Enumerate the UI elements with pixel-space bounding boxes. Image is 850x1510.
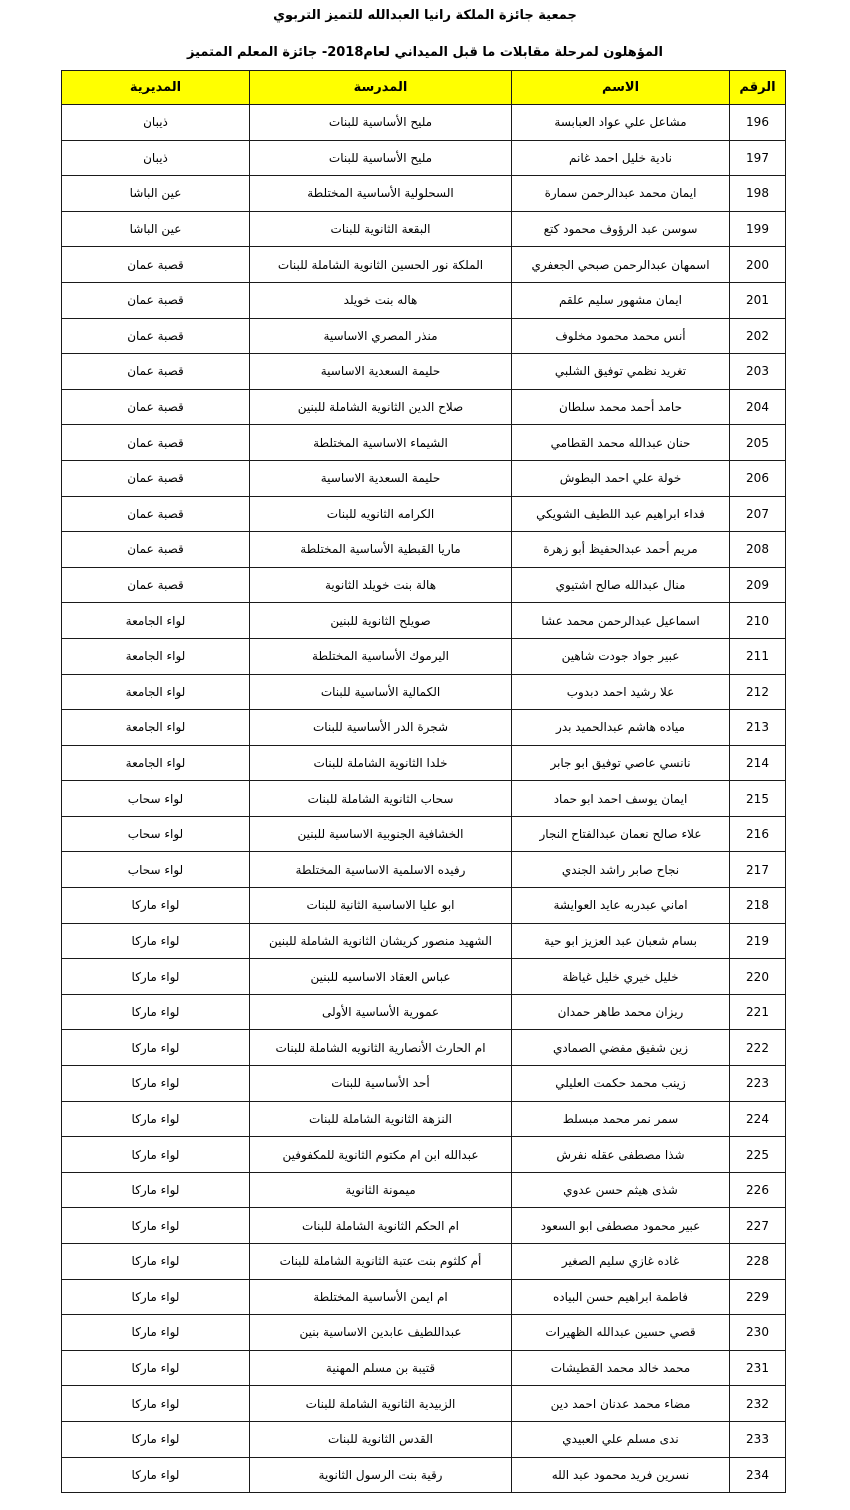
table-row <box>62 389 786 425</box>
table-row <box>62 247 786 283</box>
cell-school: منذر المصري الاساسية <box>250 318 512 354</box>
cell-name: تغريد نظمي توفيق الشلبي <box>512 354 730 390</box>
cell-school: البقعة الثانوية للبنات <box>250 211 512 247</box>
table-row <box>62 603 786 639</box>
cell-directorate: قصبة عمان <box>62 532 250 568</box>
cell-number: 211 <box>730 638 786 674</box>
cell-directorate: لواء سحاب <box>62 816 250 852</box>
cell-number: 200 <box>730 247 786 283</box>
cell-directorate: قصبة عمان <box>62 460 250 496</box>
cell-directorate: لواء الجامعة <box>62 745 250 781</box>
cell-directorate: لواء ماركا <box>62 994 250 1030</box>
cell-school: الملكة نور الحسين الثانوية الشاملة للبنات <box>250 247 512 283</box>
cell-school: سحاب الثانوية الشاملة للبنات <box>250 781 512 817</box>
cell-directorate: قصبة عمان <box>62 425 250 461</box>
cell-directorate: لواء سحاب <box>62 852 250 888</box>
cell-directorate: لواء الجامعة <box>62 710 250 746</box>
cell-number: 208 <box>730 532 786 568</box>
cell-name: اماني عبدربه عايد العوايشة <box>512 888 730 924</box>
cell-school: عبدالله ابن ام مكتوم الثانوية للمكفوفين <box>250 1137 512 1173</box>
cell-name: ريزان محمد طاهر حمدان <box>512 994 730 1030</box>
cell-directorate: عين الباشا <box>62 211 250 247</box>
cell-directorate: قصبة عمان <box>62 318 250 354</box>
cell-number: 227 <box>730 1208 786 1244</box>
cell-directorate: لواء ماركا <box>62 1172 250 1208</box>
cell-directorate: لواء ماركا <box>62 1350 250 1386</box>
cell-directorate: قصبة عمان <box>62 354 250 390</box>
table-row <box>62 781 786 817</box>
cell-name: علاء صالح نعمان عبدالفتاح النجار <box>512 816 730 852</box>
cell-directorate: قصبة عمان <box>62 389 250 425</box>
cell-number: 199 <box>730 211 786 247</box>
cell-name: نانسي عاصي توفيق ابو جابر <box>512 745 730 781</box>
table-header-row <box>62 71 786 105</box>
table-row <box>62 1137 786 1173</box>
cell-school: صويلح الثانوية للبنين <box>250 603 512 639</box>
table-row <box>62 1172 786 1208</box>
table-row <box>62 1386 786 1422</box>
table-row <box>62 496 786 532</box>
cell-directorate: لواء ماركا <box>62 1421 250 1457</box>
cell-directorate: لواء ماركا <box>62 1386 250 1422</box>
cell-name: حامد أحمد محمد سلطان <box>512 389 730 425</box>
cell-school: مليح الأساسية للبنات <box>250 105 512 141</box>
cell-directorate: قصبة عمان <box>62 496 250 532</box>
cell-school: السحلولية الأساسية المختلطة <box>250 176 512 212</box>
cell-directorate: لواء الجامعة <box>62 674 250 710</box>
table-body <box>62 105 786 1493</box>
cell-name: سمر نمر محمد مبسلط <box>512 1101 730 1137</box>
cell-name: ندى مسلم علي العبيدي <box>512 1421 730 1457</box>
column-header-number: الرقم <box>730 71 786 105</box>
table-row <box>62 1315 786 1351</box>
cell-number: 213 <box>730 710 786 746</box>
cell-directorate: لواء ماركا <box>62 1315 250 1351</box>
table-row <box>62 1279 786 1315</box>
cell-school: الشيماء الاساسية المختلطة <box>250 425 512 461</box>
cell-name: فاطمة ابراهيم حسن البياده <box>512 1279 730 1315</box>
cell-name: محمد خالد محمد القطيشات <box>512 1350 730 1386</box>
cell-directorate: لواء ماركا <box>62 1279 250 1315</box>
cell-school: رقية بنت الرسول الثانوية <box>250 1457 512 1493</box>
table-row <box>62 1350 786 1386</box>
cell-number: 197 <box>730 140 786 176</box>
table-row <box>62 532 786 568</box>
cell-number: 217 <box>730 852 786 888</box>
cell-school: رفيده الاسلمية الاساسية المختلطة <box>250 852 512 888</box>
cell-directorate: لواء ماركا <box>62 923 250 959</box>
cell-school: الشهيد منصور كريشان الثانوية الشاملة للبنين <box>250 923 512 959</box>
cell-directorate: لواء الجامعة <box>62 603 250 639</box>
document-subtitle: المؤهلون لمرحلة مقابلات ما قبل الميداني لعام2018- جائزة المعلم المتميز <box>186 45 664 60</box>
cell-number: 231 <box>730 1350 786 1386</box>
cell-directorate: ذيبان <box>62 140 250 176</box>
cell-school: الخشافية الجنوبية الاساسية للبنين <box>250 816 512 852</box>
cell-name: شذا مصطفى عقله نفرش <box>512 1137 730 1173</box>
table-row <box>62 674 786 710</box>
cell-number: 205 <box>730 425 786 461</box>
cell-directorate: لواء ماركا <box>62 1208 250 1244</box>
cell-school: صلاح الدين الثانوية الشاملة للبنين <box>250 389 512 425</box>
cell-school: القدس الثانوية للبنات <box>250 1421 512 1457</box>
cell-number: 221 <box>730 994 786 1030</box>
cell-school: الكرامه الثانويه للبنات <box>250 496 512 532</box>
column-header-school: المدرسة <box>250 71 512 105</box>
cell-name: ايمان محمد عبدالرحمن سمارة <box>512 176 730 212</box>
table-row <box>62 1101 786 1137</box>
cell-directorate: لواء ماركا <box>62 1066 250 1102</box>
cell-school: ماريا القبطية الأساسية المختلطة <box>250 532 512 568</box>
cell-name: خليل خيري خليل غياظة <box>512 959 730 995</box>
cell-number: 226 <box>730 1172 786 1208</box>
table-row <box>62 1208 786 1244</box>
cell-directorate: لواء ماركا <box>62 1457 250 1493</box>
cell-name: منال عبدالله صالح اشتيوي <box>512 567 730 603</box>
cell-directorate: لواء سحاب <box>62 781 250 817</box>
cell-name: خولة علي احمد البطوش <box>512 460 730 496</box>
cell-school: عباس العقاد الاساسيه للبنين <box>250 959 512 995</box>
cell-directorate: لواء ماركا <box>62 1244 250 1280</box>
cell-number: 204 <box>730 389 786 425</box>
table-row <box>62 1457 786 1493</box>
column-header-directorate: المديرية <box>62 71 250 105</box>
cell-name: مريم أحمد عبدالحفيظ أبو زهرة <box>512 532 730 568</box>
cell-school: مليح الأساسية للبنات <box>250 140 512 176</box>
column-header-name: الاسم <box>512 71 730 105</box>
table-row <box>62 852 786 888</box>
cell-number: 206 <box>730 460 786 496</box>
cell-directorate: لواء ماركا <box>62 888 250 924</box>
cell-name: ايمان مشهور سليم علقم <box>512 282 730 318</box>
cell-directorate: قصبة عمان <box>62 282 250 318</box>
cell-name: حنان عبدالله محمد القطامي <box>512 425 730 461</box>
table-row <box>62 994 786 1030</box>
cell-directorate: لواء ماركا <box>62 1137 250 1173</box>
table-row <box>62 710 786 746</box>
cell-number: 207 <box>730 496 786 532</box>
cell-number: 220 <box>730 959 786 995</box>
cell-number: 209 <box>730 567 786 603</box>
cell-school: حليمة السعدية الاساسية <box>250 460 512 496</box>
cell-name: نجاح صابر راشد الجندي <box>512 852 730 888</box>
table-row <box>62 176 786 212</box>
cell-directorate: ذيبان <box>62 105 250 141</box>
cell-number: 230 <box>730 1315 786 1351</box>
cell-name: مياده هاشم عبدالحميد بدر <box>512 710 730 746</box>
table-row <box>62 638 786 674</box>
cell-number: 225 <box>730 1137 786 1173</box>
cell-number: 212 <box>730 674 786 710</box>
cell-school: الكمالية الأساسية للبنات <box>250 674 512 710</box>
cell-number: 219 <box>730 923 786 959</box>
cell-school: خلدا الثانوية الشاملة للبنات <box>250 745 512 781</box>
cell-name: ايمان يوسف احمد ابو حماد <box>512 781 730 817</box>
cell-school: ميمونة الثانوية <box>250 1172 512 1208</box>
cell-name: شذى هيثم حسن عدوي <box>512 1172 730 1208</box>
cell-school: أم كلثوم بنت عتبة الثانوية الشاملة للبنات <box>250 1244 512 1280</box>
cell-school: عمورية الأساسية الأولى <box>250 994 512 1030</box>
table-row <box>62 105 786 141</box>
table-row <box>62 959 786 995</box>
table-row <box>62 1066 786 1102</box>
cell-school: ام الحكم الثانوية الشاملة للبنات <box>250 1208 512 1244</box>
cell-number: 201 <box>730 282 786 318</box>
cell-name: فداء ابراهيم عبد اللطيف الشويكي <box>512 496 730 532</box>
cell-name: اسماعيل عبدالرحمن محمد عشا <box>512 603 730 639</box>
cell-number: 210 <box>730 603 786 639</box>
cell-name: نسرين فريد محمود عبد الله <box>512 1457 730 1493</box>
cell-number: 229 <box>730 1279 786 1315</box>
document-title: جمعية جائزة الملكة رانيا العبدالله للتميز التربوي <box>273 8 577 23</box>
cell-number: 232 <box>730 1386 786 1422</box>
cell-school: النزهة الثانوية الشاملة للبنات <box>250 1101 512 1137</box>
cell-number: 198 <box>730 176 786 212</box>
table-row <box>62 923 786 959</box>
table-row <box>62 816 786 852</box>
cell-name: سوسن عبد الرؤوف محمود كتع <box>512 211 730 247</box>
cell-school: عبداللطيف عابدين الاساسية بنين <box>250 1315 512 1351</box>
table-row <box>62 888 786 924</box>
table-row <box>62 1030 786 1066</box>
cell-school: ام الحارث الأنصارية الثانويه الشاملة للبنات <box>250 1030 512 1066</box>
table-row <box>62 1244 786 1280</box>
cell-number: 233 <box>730 1421 786 1457</box>
cell-directorate: لواء الجامعة <box>62 638 250 674</box>
cell-number: 214 <box>730 745 786 781</box>
table-row <box>62 282 786 318</box>
cell-name: مشاعل علي عواد العبابسة <box>512 105 730 141</box>
cell-number: 223 <box>730 1066 786 1102</box>
cell-name: نادية خليل احمد غانم <box>512 140 730 176</box>
cell-name: اسمهان عبدالرحمن صبحي الجعفري <box>512 247 730 283</box>
table-row <box>62 318 786 354</box>
cell-number: 203 <box>730 354 786 390</box>
cell-number: 216 <box>730 816 786 852</box>
cell-name: زين شفيق مفضي الصمادي <box>512 1030 730 1066</box>
cell-number: 228 <box>730 1244 786 1280</box>
cell-school: أحد الأساسية للبنات <box>250 1066 512 1102</box>
cell-name: غاده غازي سليم الصغير <box>512 1244 730 1280</box>
cell-name: أنس محمد محمود مخلوف <box>512 318 730 354</box>
cell-number: 215 <box>730 781 786 817</box>
cell-directorate: لواء ماركا <box>62 1030 250 1066</box>
cell-school: اليرموك الأساسية المختلطة <box>250 638 512 674</box>
cell-school: حليمة السعدية الاساسية <box>250 354 512 390</box>
cell-number: 234 <box>730 1457 786 1493</box>
table-row <box>62 425 786 461</box>
cell-school: هالة بنت خويلد الثانوية <box>250 567 512 603</box>
table-row <box>62 211 786 247</box>
cell-school: ابو عليا الاساسية الثانية للبنات <box>250 888 512 924</box>
cell-name: بسام شعبان عبد العزيز ابو حية <box>512 923 730 959</box>
table-row <box>62 140 786 176</box>
cell-name: قصي حسين عبدالله الظهيرات <box>512 1315 730 1351</box>
cell-school: قتيبة بن مسلم المهنية <box>250 1350 512 1386</box>
table-row <box>62 354 786 390</box>
cell-number: 224 <box>730 1101 786 1137</box>
cell-name: مضاء محمد عدنان احمد دين <box>512 1386 730 1422</box>
table-row <box>62 745 786 781</box>
cell-name: عبير جواد جودت شاهين <box>512 638 730 674</box>
table-row <box>62 1421 786 1457</box>
cell-directorate: قصبة عمان <box>62 567 250 603</box>
cell-school: ام ايمن الأساسية المختلطة <box>250 1279 512 1315</box>
cell-number: 196 <box>730 105 786 141</box>
cell-school: هاله بنت خويلد <box>250 282 512 318</box>
table-row <box>62 460 786 496</box>
table-row <box>62 567 786 603</box>
cell-directorate: لواء ماركا <box>62 959 250 995</box>
cell-number: 218 <box>730 888 786 924</box>
cell-directorate: قصبة عمان <box>62 247 250 283</box>
cell-directorate: لواء ماركا <box>62 1101 250 1137</box>
cell-name: زينب محمد حكمت العليلي <box>512 1066 730 1102</box>
cell-school: شجرة الدر الأساسية للبنات <box>250 710 512 746</box>
cell-number: 222 <box>730 1030 786 1066</box>
cell-name: علا رشيد احمد دبدوب <box>512 674 730 710</box>
cell-name: عبير محمود مصطفى ابو السعود <box>512 1208 730 1244</box>
cell-directorate: عين الباشا <box>62 176 250 212</box>
cell-school: الزبيدية الثانوية الشاملة للبنات <box>250 1386 512 1422</box>
cell-number: 202 <box>730 318 786 354</box>
qualified-teachers-table <box>61 70 786 1493</box>
